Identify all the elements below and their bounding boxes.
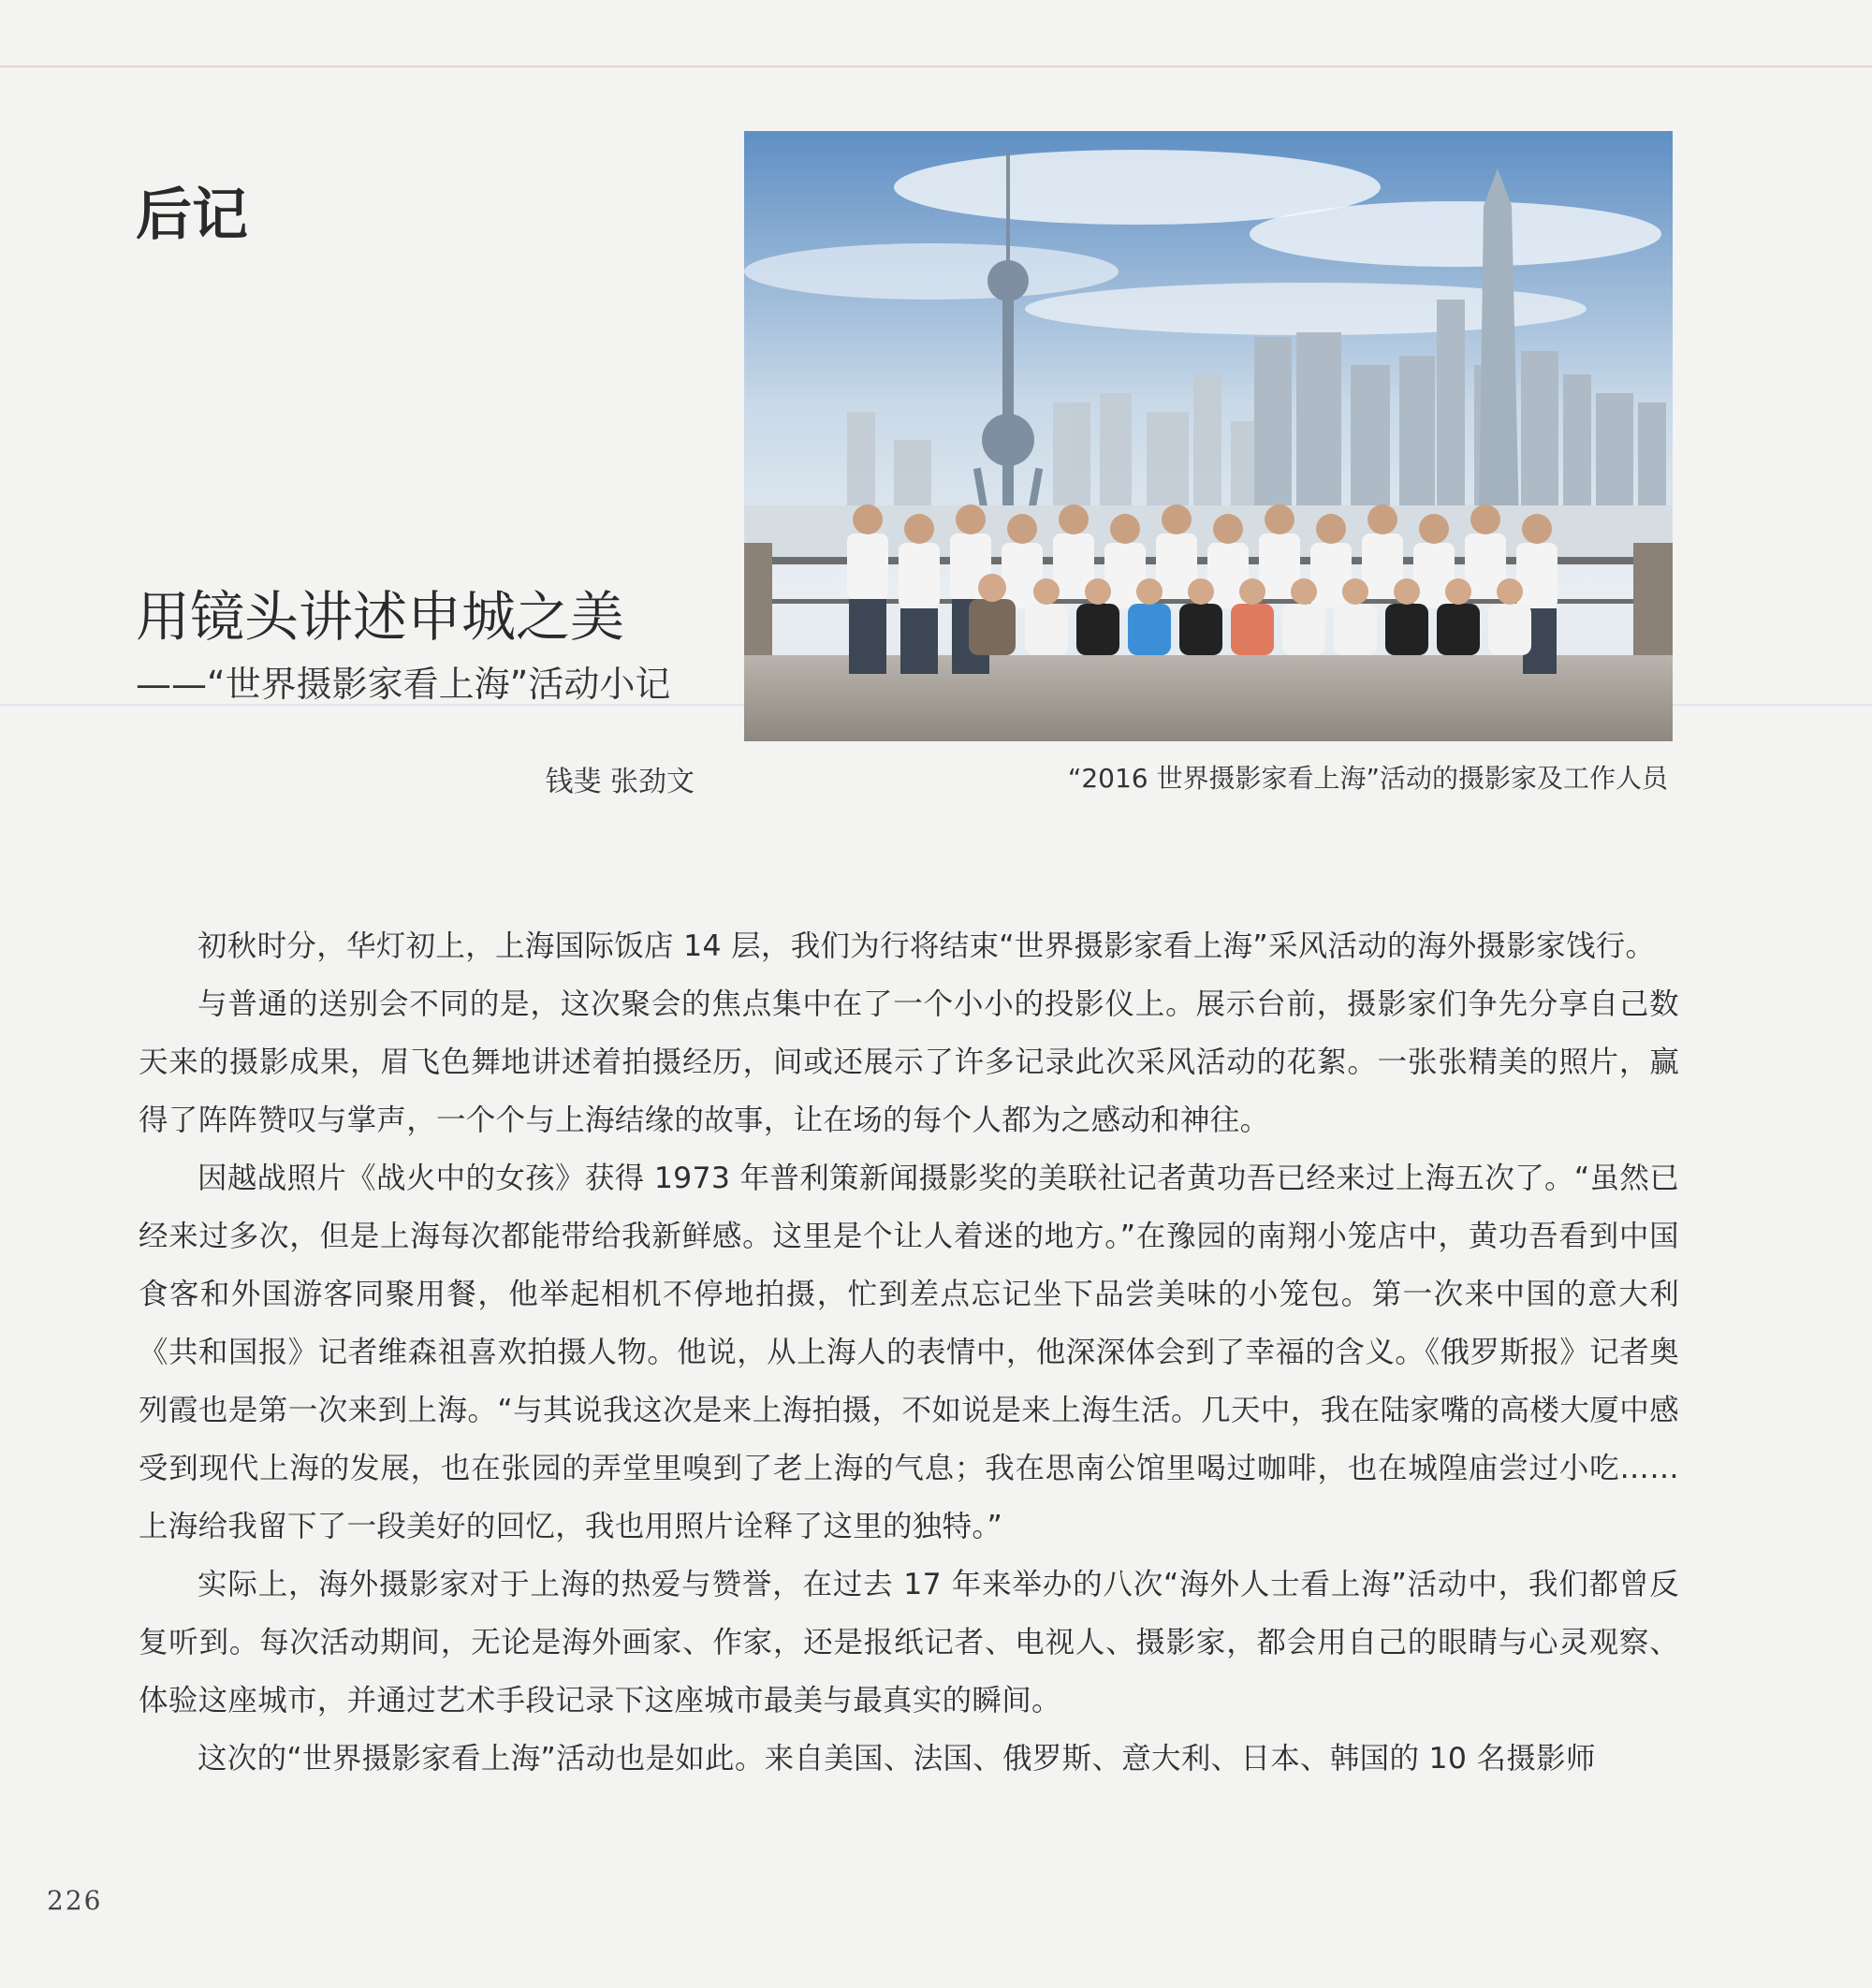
body-paragraph: 初秋时分，华灯初上，上海国际饭店 14 层，我们为行将结束“世界摄影家看上海”采风活动的海外摄影家饯行。 [197,929,1656,963]
page-number: 226 [47,1885,103,1916]
group-photo-bund-skyline-icon [744,131,1673,741]
photo-caption: “2016 世界摄影家看上海”活动的摄影家及工作人员 [1067,763,1668,794]
article-authors: 钱斐 张劲文 [545,766,695,798]
body-paragraph: 这次的“世界摄影家看上海”活动也是如此。来自美国、法国、俄罗斯、意大利、日本、韩国的 10 名摄影师 [197,1742,1596,1776]
article-title: 用镜头讲述申城之美 [136,585,625,649]
body-paragraph: 因越战照片《战火中的女孩》获得 1973 年普利策新闻摄影奖的美联社记者黄功吾已经来过上海五次了。“虽然已经来过多次，但是上海每次都能带给我新鲜感。这里是个让人着迷的地方。”在豫园的南翔小笼店中，黄功吾看到中国食客和外国游客同聚用餐，他举起相机不停地拍摄，忙到差点忘记坐下品尝美味的小笼包。第一次来中国的意大利《共和国报》记者维森祖喜欢拍摄人物。他说，从上海人的表情中，他深深体会到了幸福的含义。《俄罗斯报》记者奥列霞也是第一次来到上海。“与其说我这次是来上海拍摄，不如说是来上海生活。几天中，我在陆家嘴的高楼大厦中感受到现代上海的发展，也在张园的弄堂里嗅到了老上海的气息；我在思南公馆里喝过咖啡，也在城隍庙尝过小吃……上海给我留下了一段美好的回忆，我也用照片诠释了这里的独特。” [139,1162,1679,1543]
article-body [139,917,1679,1788]
group-photo [744,131,1673,741]
article-subtitle: ——“世界摄影家看上海”活动小记 [136,664,671,705]
body-paragraph: 实际上，海外摄影家对于上海的热爱与赞誉，在过去 17 年来举办的八次“海外人士看上海”活动中，我们都曾反复听到。每次活动期间，无论是海外画家、作家，还是报纸记者、电视人、摄影家，都会用自己的眼睛与心灵观察、体验这座城市，并通过艺术手段记录下这座城市最美与最真实的瞬间。 [139,1568,1679,1718]
page-ruling-top [0,66,1872,67]
body-paragraph: 与普通的送别会不同的是，这次聚会的焦点集中在了一个小小的投影仪上。展示台前，摄影家们争先分享自己数天来的摄影成果，眉飞色舞地讲述着拍摄经历，间或还展示了许多记录此次采风活动的花絮。一张张精美的照片，赢得了阵阵赞叹与掌声，一个个与上海结缘的故事，让在场的每个人都为之感动和神往。 [139,987,1679,1137]
section-title: 后记 [136,183,248,248]
